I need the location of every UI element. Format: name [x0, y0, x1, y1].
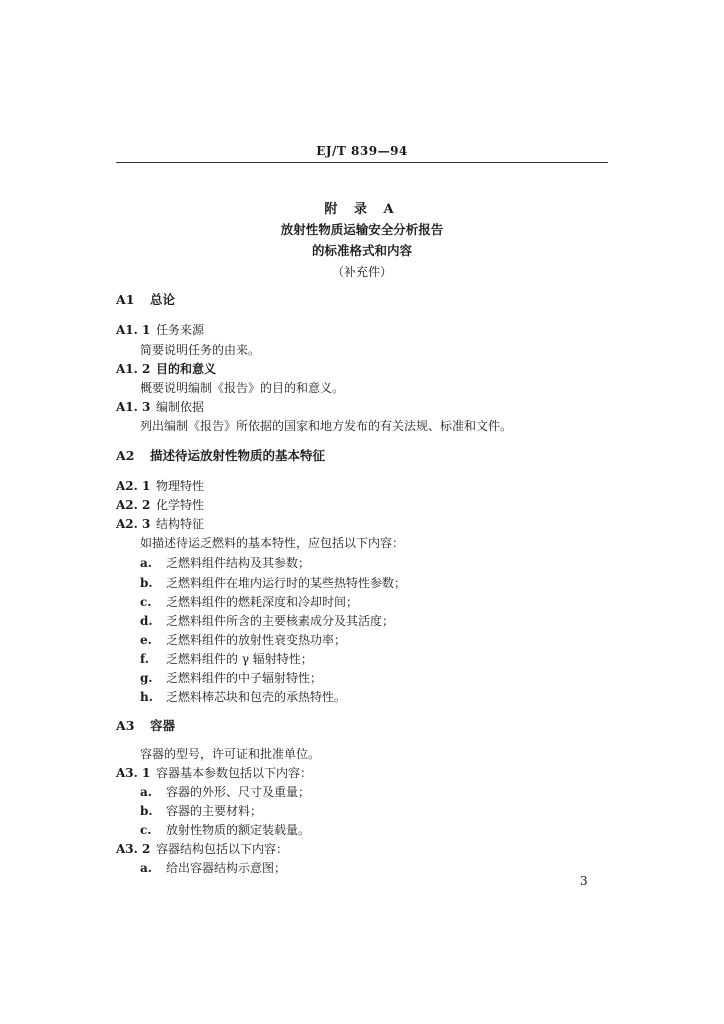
- list-label: d.: [140, 614, 153, 628]
- list-text: 放射性物质的额定装载量。: [166, 823, 311, 837]
- section-number: A2: [116, 448, 135, 463]
- section-a1-heading: [116, 292, 175, 308]
- section-title: 容器: [150, 718, 176, 733]
- list-text: 乏燃料组件所含的主要核素成分及其活度；: [166, 614, 395, 628]
- clause-title: 任务来源: [156, 323, 205, 337]
- list-text: 乏燃料组件的中子辐射特性；: [166, 671, 323, 685]
- list-text: 乏燃料组件的燃耗深度和冷却时间；: [166, 595, 359, 609]
- clause-title: 容器结构包括以下内容：: [156, 842, 289, 856]
- clause-number: A3. 1: [116, 766, 151, 780]
- section-title: 总论: [150, 292, 176, 307]
- clause-title: 物理特性: [156, 479, 205, 493]
- list-item: [140, 784, 310, 800]
- list-item: [140, 803, 262, 819]
- clause-a2-3-intro: 如描述待运乏燃料的基本特性，应包括以下内容：: [140, 536, 405, 550]
- section-number: A3: [116, 718, 135, 733]
- standard-code: EJ/T 839—94: [316, 144, 408, 158]
- list-text: 乏燃料组件的放射性衰变热功率；: [166, 633, 347, 647]
- clause-title: 编制依据: [156, 400, 205, 414]
- list-label: b.: [140, 576, 153, 590]
- list-text: 乏燃料棒芯块和包壳的承热特性。: [166, 690, 347, 704]
- list-item: [140, 555, 310, 571]
- doc-title-line-3: （补充件）: [331, 265, 392, 279]
- clause-a2-1: [116, 478, 204, 494]
- page-number: 3: [580, 874, 588, 888]
- list-text: 乏燃料组件结构及其参数；: [166, 556, 311, 570]
- clause-a1-3: [116, 399, 204, 415]
- clause-a1-2: [116, 361, 216, 377]
- clause-a1-2-body: 概要说明编制《报告》的目的和意义。: [140, 381, 345, 395]
- list-text: 乏燃料组件在堆内运行时的某些热特性参数；: [166, 576, 407, 590]
- section-a2-heading: [116, 448, 325, 464]
- doc-title-line-2: 的标准格式和内容: [311, 243, 412, 258]
- list-item: [140, 670, 322, 686]
- section-title: 描述待运放射性物质的基本特征: [150, 448, 326, 463]
- clause-number: A1. 3: [116, 400, 151, 414]
- list-text: 容器的外形、尺寸及重量；: [166, 785, 311, 799]
- list-item: [140, 613, 394, 629]
- header-rule: [116, 162, 608, 163]
- section-a3-body: 容器的型号，许可证和批准单位。: [140, 747, 321, 761]
- list-item: [140, 860, 286, 876]
- list-label: b.: [140, 804, 153, 818]
- section-a3-heading: [116, 718, 175, 734]
- clause-title: 结构特征: [156, 517, 205, 531]
- clause-number: A1. 2: [116, 362, 151, 376]
- section-number: A1: [116, 292, 135, 307]
- clause-number: A3. 2: [116, 842, 151, 856]
- list-label: a.: [140, 785, 152, 799]
- list-label: c.: [140, 595, 152, 609]
- doc-title-line-1: 放射性物质运输安全分析报告: [280, 222, 444, 237]
- list-label: h.: [140, 690, 153, 704]
- clause-number: A1. 1: [116, 323, 151, 337]
- clause-title: 容器基本参数包括以下内容：: [156, 766, 313, 780]
- list-item: [140, 594, 358, 610]
- clause-number: A2. 1: [116, 479, 151, 493]
- list-item: [140, 632, 346, 648]
- clause-title: 化学特性: [156, 498, 205, 512]
- list-text: 给出容器结构示意图；: [166, 861, 287, 875]
- list-label: c.: [140, 823, 152, 837]
- list-item: [140, 689, 346, 705]
- clause-number: A2. 3: [116, 517, 151, 531]
- list-item: [140, 651, 313, 667]
- clause-title: 目的和意义: [156, 362, 217, 376]
- list-item: [140, 575, 406, 591]
- list-item: [140, 822, 310, 838]
- list-label: e.: [140, 633, 152, 647]
- list-label: a.: [140, 556, 152, 570]
- list-label: a.: [140, 861, 152, 875]
- clause-a2-2: [116, 497, 204, 513]
- clause-a1-1: [116, 322, 204, 338]
- list-label: f.: [140, 652, 149, 666]
- clause-a1-3-body: 列出编制《报告》所依据的国家和地方发布的有关法规、标准和文件。: [140, 419, 513, 433]
- clause-a1-1-body: 简要说明任务的由来。: [140, 343, 261, 357]
- list-label: g.: [140, 671, 153, 685]
- clause-number: A2. 2: [116, 498, 151, 512]
- list-text: 乏燃料组件的 γ 辐射特性；: [166, 652, 313, 666]
- appendix-title: 附 录 A: [324, 202, 400, 217]
- list-text: 容器的主要材料；: [166, 804, 263, 818]
- clause-a3-2: [116, 841, 288, 857]
- clause-a3-1: [116, 765, 312, 781]
- clause-a2-3: [116, 516, 204, 532]
